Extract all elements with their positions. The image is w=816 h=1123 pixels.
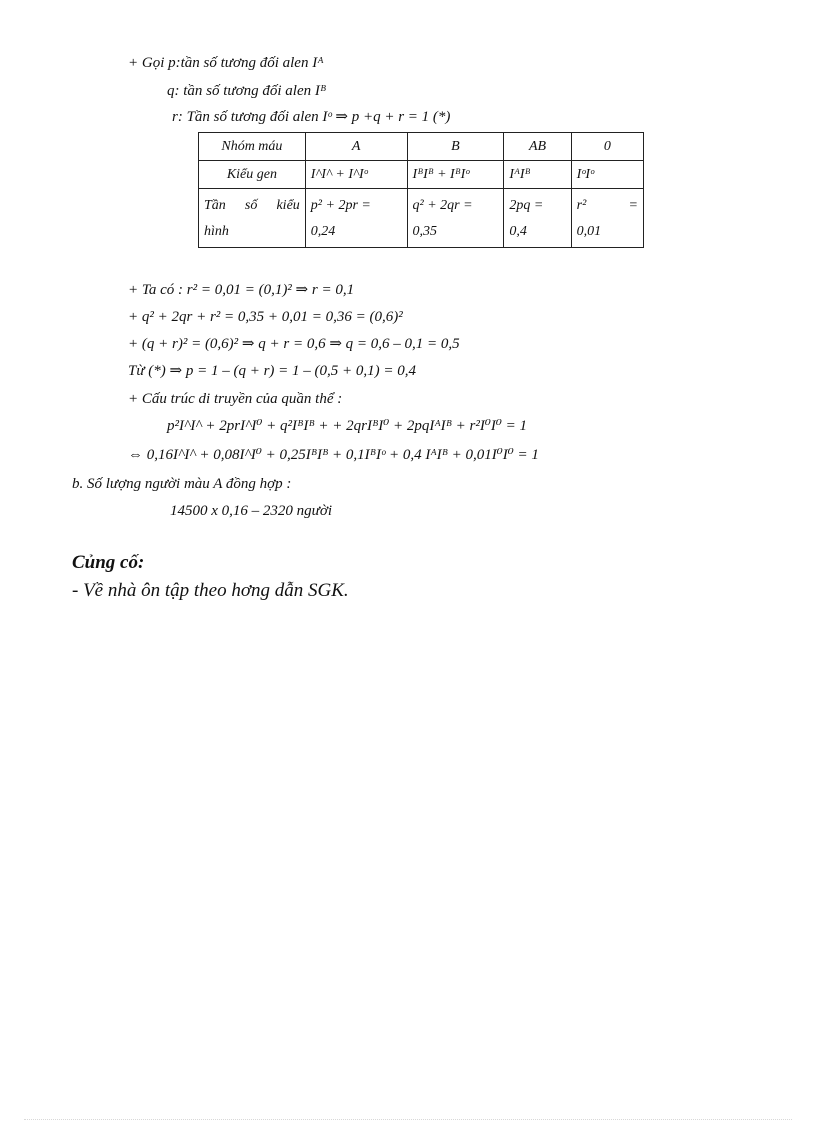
- blood-group-table: [198, 132, 644, 248]
- cell-line: 2pq =: [509, 198, 544, 213]
- table-cell: IᴬIᴮ: [504, 161, 571, 189]
- r-definition: r: Tần số tương đối alen Iᵒ ⇒ p +q + r = 1 (*): [172, 109, 451, 125]
- table-cell: IᵒIᵒ: [571, 161, 643, 189]
- table-cell: I^I^ + I^Iᵒ: [305, 161, 407, 189]
- solution-structure-label: + Cấu trúc di truyền của quần thể :: [128, 391, 343, 407]
- homework-instruction: - Về nhà ôn tập theo hơng dẫn SGK.: [72, 580, 349, 601]
- cell-line: r² =: [576, 198, 638, 213]
- table-cell: [305, 189, 407, 248]
- solution-step-q-squared: + q² + 2qr + r² = 0,35 + 0,01 = 0,36 = (0,6)²: [128, 309, 403, 325]
- section-heading: Củng cố:: [72, 552, 145, 573]
- cell-line: 0,4: [509, 224, 527, 239]
- part-b-question: b. Số lượng người màu A đồng hợp :: [72, 476, 292, 492]
- table-header-cell: AB: [504, 133, 571, 161]
- table-cell: [199, 189, 306, 248]
- table-cell: IᴮIᴮ + IᴮIᵒ: [407, 161, 504, 189]
- cell-line: Tần số kiểu: [204, 198, 300, 213]
- genetic-structure-formula: p²I^I^ + 2prI^I⁰ + q²IᴮIᴮ + + 2qrIᴮI⁰ + 2pqIᴬIᴮ + r²I⁰I⁰ = 1: [167, 418, 527, 434]
- cell-line: 0,35: [412, 224, 438, 239]
- table-cell: Kiểu gen: [199, 161, 306, 189]
- table-header-cell: B: [407, 133, 504, 161]
- p-definition: + Gọi p:tần số tương đối alen Iᴬ: [128, 55, 324, 71]
- solution-step-q: + (q + r)² = (0,6)² ⇒ q + r = 0,6 ⇒ q = 0,6 – 0,1 = 0,5: [128, 336, 460, 352]
- genetic-structure-values: ⇔ 0,16I^I^ + 0,08I^I⁰ + 0,25IᴮIᴮ + 0,1IᴮIᵒ + 0,4 IᴬIᴮ + 0,01I⁰I⁰ = 1: [128, 447, 539, 463]
- solution-step-p: Từ (*) ⇒ p = 1 – (q + r) = 1 – (0,5 + 0,1) = 0,4: [128, 363, 417, 379]
- table-header-cell: Nhóm máu: [199, 133, 306, 161]
- table-cell: [504, 189, 571, 248]
- table-header-row: [199, 133, 644, 161]
- table-row-phenotype: [199, 189, 644, 248]
- cell-line: 0,24: [310, 224, 336, 239]
- cell-line: 0,01: [576, 224, 602, 239]
- q-definition: q: tần số tương đối alen Iᴮ: [167, 83, 327, 99]
- table-header-cell: A: [305, 133, 407, 161]
- cell-line: hình: [204, 224, 229, 239]
- table-cell: [571, 189, 643, 248]
- solution-step-r: + Ta có : r² = 0,01 = (0,1)² ⇒ r = 0,1: [128, 282, 355, 298]
- table-row-genotype: [199, 161, 644, 189]
- cell-line: p² + 2pr =: [310, 198, 371, 213]
- page-divider: [24, 1119, 792, 1120]
- part-b-answer: 14500 x 0,16 – 2320 người: [170, 503, 333, 519]
- table-header-cell: 0: [571, 133, 643, 161]
- table-cell: [407, 189, 504, 248]
- cell-line: q² + 2qr =: [412, 198, 473, 213]
